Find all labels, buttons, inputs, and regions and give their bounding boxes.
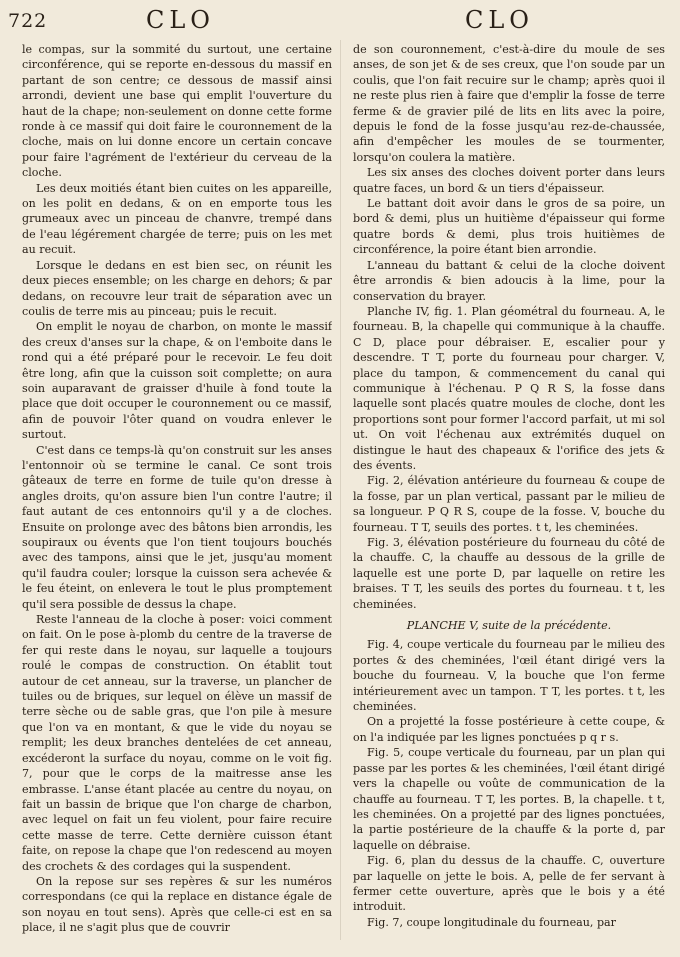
running-head-left: CLO: [146, 6, 215, 34]
paragraph: Le battant doit avoir dans le gros de sa poire, un bord & demi, plus un huitième d'épaisseur qui forme quatre bords & demi, plus trois huitièmes de circonférence, la poire étant bien arrondie.: [353, 197, 665, 257]
paragraph: Lorsque le dedans en est bien sec, on réunit les deux pieces ensemble; on les charge en dehors; & par dedans, on recouvre leur trait de séparation avec un coulis de terre mis au pinceau; puis le recuit.: [22, 258, 332, 318]
paragraph: C'est dans ce temps-là qu'on construit sur les anses l'entonnoir où se termine le canal. Ce sont trois gâteaux de terre en forme de tuile qu'on dresse à angles droits, qu'on assure bien l'un contre l'autre; il faut autant de ces entonnoirs qu'il y a de cloches. Ensuite on prolonge avec des bâtons bien arrondis, les soupiraux ou évents que l'on tient toujours bouchés avec des tampons, ainsi que le jet, jusqu'au moment qu'il faudra couler; lorsque la cuisson sera achevée & le feu éteint, on enlevera le tout le plus promptement qu'il sera possible de dessus la chape.: [22, 443, 332, 611]
running-head-right: CLO: [465, 6, 534, 34]
page-number: 722: [8, 10, 48, 32]
paragraph: Reste l'anneau de la cloche à poser: voici comment on fait. On le pose à-plomb du centre de la traverse de fer qui reste dans le noyau, sur laquelle a toujours roulé le compas de construction. On établit tout autour de cet anneau, sur la traverse, un plancher de tuiles ou de briques, sur lequel on élève un massif de terre sèche ou de sable gras, que l'on pile à mesure que l'on va en montant, & que le vide du noyau se remplit; les deux branches dentelées de cet anneau, excéderont la surface du noyau, comme on le voit fig. 7, pour que le corps de la maitresse anse les embrasse. L'anse étant placée au centre du noyau, on fait un bassin de brique que l'on charge de charbon, avec lequel on fait un feu violent, pour faire recuire cette masse de terre. Cette dernière cuisson étant faite, on repose la chape que l'on redescend au moyen des crochets & des cordages qui la suspendent.: [22, 613, 332, 873]
paragraph: Fig. 4, coupe verticale du fourneau par le milieu des portes & des cheminées, l'œil étant dirigé vers la bouche du fourneau. V, la bouche que l'on ferme intérieurement avec un tampon. T T, les portes. t t, les cheminées.: [353, 638, 665, 714]
right-column: [353, 42, 665, 952]
paragraph: de son couronnement, c'est-à-dire du moule de ses anses, de son jet & de ses creux, que l'on soude par un coulis, que l'on fait recuire sur le champ; après quoi il ne reste plus rien à faire que d'emplir la fosse de terre ferme & de gravier pilé de lits en lits avec la poire, depuis le fond de la fosse jusqu'au rez-de-chaussée, afin d'empêcher les moules de se tourmenter, lorsqu'on coulera la matière.: [353, 43, 665, 164]
paragraph: On emplit le noyau de charbon, on monte le massif des creux d'anses sur la chape, & on l'emboite dans le rond qui a été préparé pour le recevoir. Le feu doit être long, afin que la cuisson soit complette; on aura soin auparavant de graisser d'huile à fond toute la place que doit occuper le couronnement ou ce massif, afin de pouvoir l'ôter quand on voudra enlever le surtout.: [22, 320, 332, 442]
paragraph: Les deux moitiés étant bien cuites on les appareille, on les polit en dedans, & on en emporte tous les grumeaux avec un pinceau de chanvre, trempé dans de l'eau légérement chargée de terre; puis on les met au recuit.: [22, 181, 332, 257]
paragraph: Fig. 2, élévation antérieure du fourneau & coupe de la fosse, par un plan vertical, passant par le milieu de sa longueur. P Q R S, coupe de la fosse. V, bouche du fourneau. T T, seuils des portes. t t, les cheminées.: [353, 474, 665, 534]
paragraph: Planche IV, fig. 1. Plan géométral du fourneau. A, le fourneau. B, la chapelle qui communique à la chauffe. C D, place pour débraiser. E, escalier pour y descendre. T T, porte du fourneau pour charger. V, place du tampon, & commencement du canal qui communique à l'échenau. P Q R S, la fosse dans laquelle sont placés quatre moules de cloche, dont les proportions sont pour former l'accord parfait, ut mi sol ut. On voit l'échenau aux extrémités duquel on distingue le haut des chapeaux & l'orifice des jets & des évents.: [353, 304, 665, 472]
paragraph: Fig. 6, plan du dessus de la chauffe. C, ouverture par laquelle on jette le bois. A, pelle de fer servant à fermer cette ouverture, après que le bois y a été introduit.: [353, 854, 665, 914]
paragraph: L'anneau du battant & celui de la cloche doivent être arrondis & bien adoucis à la lime, pour la conservation du brayer.: [353, 258, 665, 303]
paragraph: le compas, sur la sommité du surtout, une certaine circonférence, qui se reporte en-dessous du massif en partant de son centre; ce dessous de massif ainsi arrondi, devient une base qui emplit l'ouverture du haut de la chape; non-seulement on donne cette forme ronde à ce massif qui doit faire le couronnement de la cloche, mais on lui donne encore un certain concave pour faire l'agrément de l'extérieur du cerveau de la cloche.: [22, 43, 332, 180]
paragraph: Les six anses des cloches doivent porter dans leurs quatre faces, un bord & un tiers d'épaisseur.: [353, 166, 665, 195]
paragraph: On la repose sur ses repères & sur les numéros correspondans (ce qui la replace en distance égale de son noyau en tout sens). Après que celle-ci est en sa place, il ne s'agit plus que de couvrir: [22, 874, 332, 935]
left-column: [22, 42, 332, 952]
paragraph: Fig. 3, élévation postérieure du fourneau du côté de la chauffe. C, la chauffe au dessous de la grille de laquelle est une porte D, par laquelle on retire les braises. T T, les seuils des portes du fourneau. t t, les cheminées.: [353, 536, 665, 611]
paragraph: PLANCHE V, suite de la précédente.: [406, 619, 612, 633]
paragraph: On a projetté la fosse postérieure à cette coupe, & on l'a indiquée par les lignes ponctuées p q r s.: [353, 715, 665, 744]
paragraph: Fig. 7, coupe longitudinale du fourneau, par: [367, 915, 616, 929]
column-separator: [340, 40, 341, 940]
page-header: [0, 4, 680, 38]
paragraph: Fig. 5, coupe verticale du fourneau, par un plan qui passe par les portes & les cheminées, l'œil étant dirigé vers la chapelle ou voûte de communication de la chauffe au fourneau. T T, les portes. B, la chapelle. t t, les cheminées. On a projetté par des lignes ponctuées, la partie postérieure de la chauffe & la porte d, par laquelle on débraise.: [353, 746, 665, 852]
